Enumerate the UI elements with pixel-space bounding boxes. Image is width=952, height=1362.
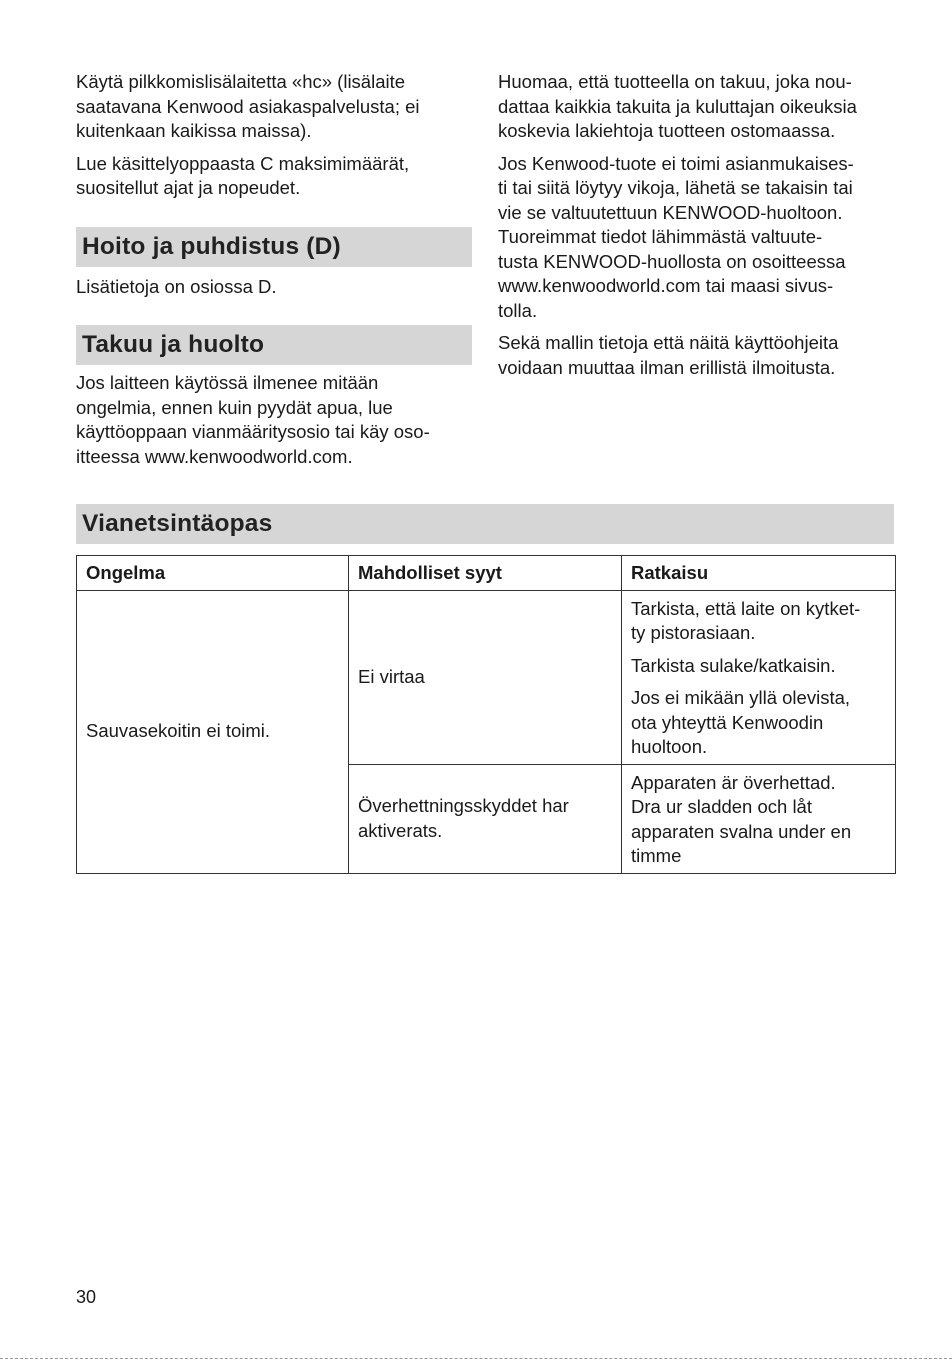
right-column (498, 70, 896, 388)
cause-cell-no-power: Ei virtaa (349, 590, 622, 764)
warranty-note-paragraph: Huomaa, että tuotteella on takuu, joka nou- dattaa kaikkia takuita ja kuluttajan oikeuksia koskevia lakiehtoja tuotteen ostomaassa. (498, 71, 857, 141)
care-cleaning-heading: Hoito ja puhdistus (D) (76, 227, 472, 267)
service-instructions-paragraph: Jos Kenwood-tuote ei toimi asianmukaises- ti tai siitä löytyy vikoja, lähetä se takaisin tai vie se valtuutettuun KENWOOD-huoltoon. Tuoreimmat tiedot lähimmästä valtuute- tusta KENWOOD-huollosta on osoitteessa www.kenwoodworld.com tai maasi sivus- tolla. (498, 152, 854, 321)
column-header-solution: Ratkaisu (622, 556, 896, 591)
troubleshooting-heading: Vianetsintäopas (76, 504, 894, 544)
table-row (77, 590, 896, 764)
cause-cell-overheat: Överhettningsskyddet har aktiverats. (349, 764, 622, 873)
left-column (76, 70, 472, 477)
troubleshooting-table (76, 555, 896, 874)
column-header-causes: Mahdolliset syyt (349, 556, 622, 591)
column-header-problem: Ongelma (77, 556, 349, 591)
change-notice-paragraph: Sekä mallin tietoja että näitä käyttöohjeita voidaan muuttaa ilman erillistä ilmoitusta. (498, 332, 839, 378)
care-cleaning-text: Lisätietoja on osiossa D. (76, 275, 277, 297)
warranty-service-heading: Takuu ja huolto (76, 325, 472, 365)
solution-contact-service: Jos ei mikään yllä olevista, ota yhteyttä Kenwoodin huoltoon. (631, 687, 851, 757)
bottom-divider (0, 1358, 952, 1359)
table-header-row (77, 556, 896, 591)
solution-cell-no-power (622, 590, 896, 764)
solution-check-plug: Tarkista, että laite on kytket- ty pistorasiaan. (631, 597, 861, 643)
warranty-service-text: Jos laitteen käytössä ilmenee mitään ongelmia, ennen kuin pyydät apua, lue käyttöoppaan vianmääritysosio tai käy oso- itteessa www.kenwoodworld.com. (76, 372, 430, 467)
solution-check-fuse: Tarkista sulake/katkaisin. (631, 654, 836, 676)
intro-paragraph-guide: Lue käsittelyoppaasta C maksimimäärät, suositellut ajat ja nopeudet. (76, 152, 410, 198)
page-number: 30 (76, 1287, 97, 1307)
solution-cell-overheat (622, 764, 896, 873)
solution-cool-down: Apparaten är överhettad. Dra ur sladden och låt apparaten svalna under en timme (631, 771, 852, 866)
intro-paragraph-attachment: Käytä pilkkomislisälaitetta «hc» (lisälaite saatavana Kenwood asiakaspalvelusta; ei kuitenkaan kaikissa maissa). (76, 71, 420, 141)
problem-cell: Sauvasekoitin ei toimi. (77, 590, 349, 873)
